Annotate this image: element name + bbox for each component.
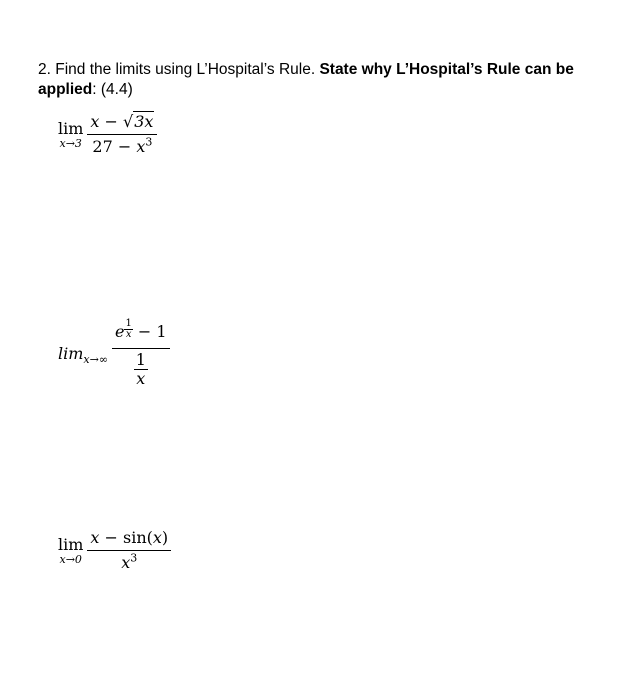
numerator-3: x − sin(x) [87, 528, 171, 551]
limit-operator-3: lim x→0 [58, 534, 84, 566]
numerator-1: x − √3x [87, 112, 157, 135]
fraction-2 [112, 318, 170, 389]
limit-expression-3 [58, 528, 171, 573]
question-bold-instruction: State why L’Hospital’s Rule can be applied [38, 61, 574, 98]
exponent-fraction: $\frac{1}{x}$ [125, 318, 132, 340]
question-prefix: 2. Find the limits using L’Hospital’s Rule. [38, 61, 320, 78]
numerator-2: e $\frac{1}{x}$ − 1 [112, 318, 170, 349]
limit-expression-1 [58, 112, 157, 157]
fraction-3 [87, 528, 171, 573]
question-suffix: : (4.4) [92, 81, 133, 98]
sqrt-symbol: √ [123, 112, 134, 131]
denominator-2: $\frac{1}{x}$ [135, 350, 146, 388]
limit-operator-2: $\lim_{x\to\infty}$ [58, 344, 108, 366]
denominator-1: $27 - x^3$ [92, 135, 153, 156]
limit-operator-1: lim x→3 [58, 118, 84, 150]
fraction-1 [87, 112, 157, 157]
question-text [38, 60, 608, 100]
denominator-3: $x^3$ [121, 551, 138, 572]
limit-expression-2 [58, 318, 170, 389]
